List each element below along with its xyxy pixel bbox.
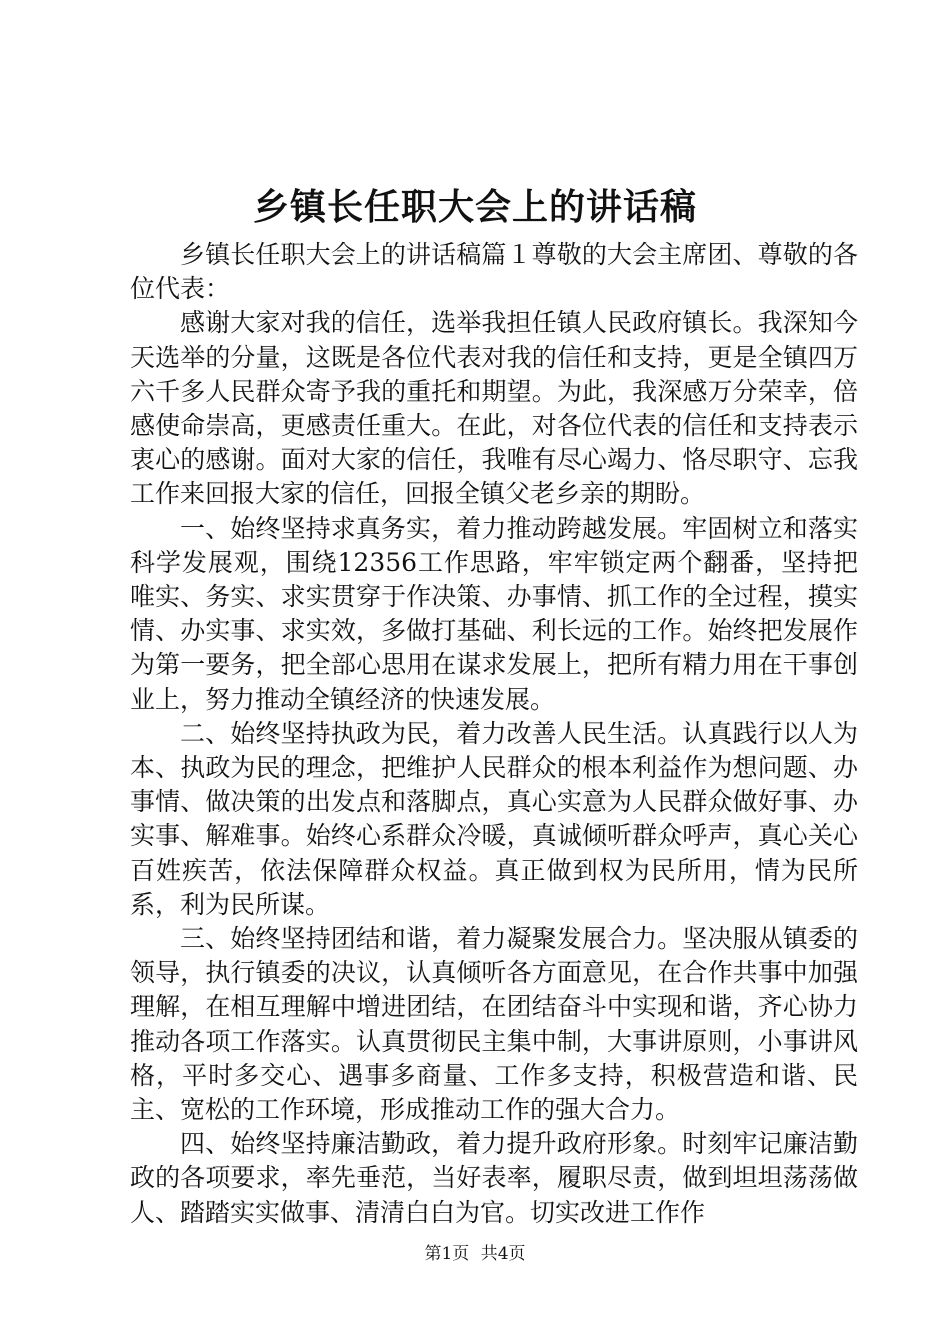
paragraph-salutation: 乡镇长任职大会上的讲话稿篇１尊敬的大会主席团、尊敬的各位代表： [130,240,858,304]
page-number: 第1页 [424,1244,470,1264]
page-footer [0,1242,950,1266]
document-title: 乡镇长任职大会上的讲话稿 [252,186,697,228]
paragraph-point-two: 二、始终坚持执政为民，着力改善人民生活。认真践行以人为本、执政为民的理念，把维护人民群众的根本利益作为想问题、办事情、做决策的出发点和落脚点，真心实意为人民群众做好事、办实事、解难事。始终心系群众冷暖，真诚倾听群众呼声，真心关心百姓疾苦，依法保障群众权益。真正做到权为民所用，情为民所系，利为民所谋。 [130,718,858,919]
paragraph-point-four: 四、始终坚持廉洁勤政，着力提升政府形象。时刻牢记廉洁勤政的各项要求，率先垂范，当好表率，履职尽责，做到坦坦荡荡做人、踏踏实实做事、清清白白为官。切实改进工作作 [130,1129,858,1227]
paragraph-point-three: 三、始终坚持团结和谐，着力凝聚发展合力。坚决服从镇委的领导，执行镇委的决议，认真倾听各方面意见，在合作共事中加强理解，在相互理解中增进团结，在团结奋斗中实现和谐，齐心协力推动各项工作落实。认真贯彻民主集中制，大事讲原则，小事讲风格，平时多交心、遇事多商量、工作多支持，积极营造和谐、民主、宽松的工作环境，形成推动工作的强大合力。 [130,924,858,1125]
paragraph-thanks: 感谢大家对我的信任，选举我担任镇人民政府镇长。我深知今天选举的分量，这既是各位代表对我的信任和支持，更是全镇四万六千多人民群众寄予我的重托和期望。为此，我深感万分荣幸，倍感使命崇高，更感责任重大。在此，对各位代表的信任和支持表示衷心的感谢。面对大家的信任，我唯有尽心竭力、恪尽职守、忘我工作来回报大家的信任，回报全镇父老乡亲的期盼。 [130,308,858,509]
paragraph-point-one: 一、始终坚持求真务实，着力推动跨越发展。牢固树立和落实科学发展观，围绕12356工作思路，牢牢锁定两个翻番，坚持把唯实、务实、求实贯穿于作决策、办事情、抓工作的全过程，摸实情、办实事、求实效，多做打基础、利长远的工作。始终把发展作为第一要务，把全部心思用在谋求发展上，把所有精力用在干事创业上，努力推动全镇经济的快速发展。 [130,513,858,714]
page-total: 共4页 [480,1244,526,1264]
document-body [130,238,858,1230]
